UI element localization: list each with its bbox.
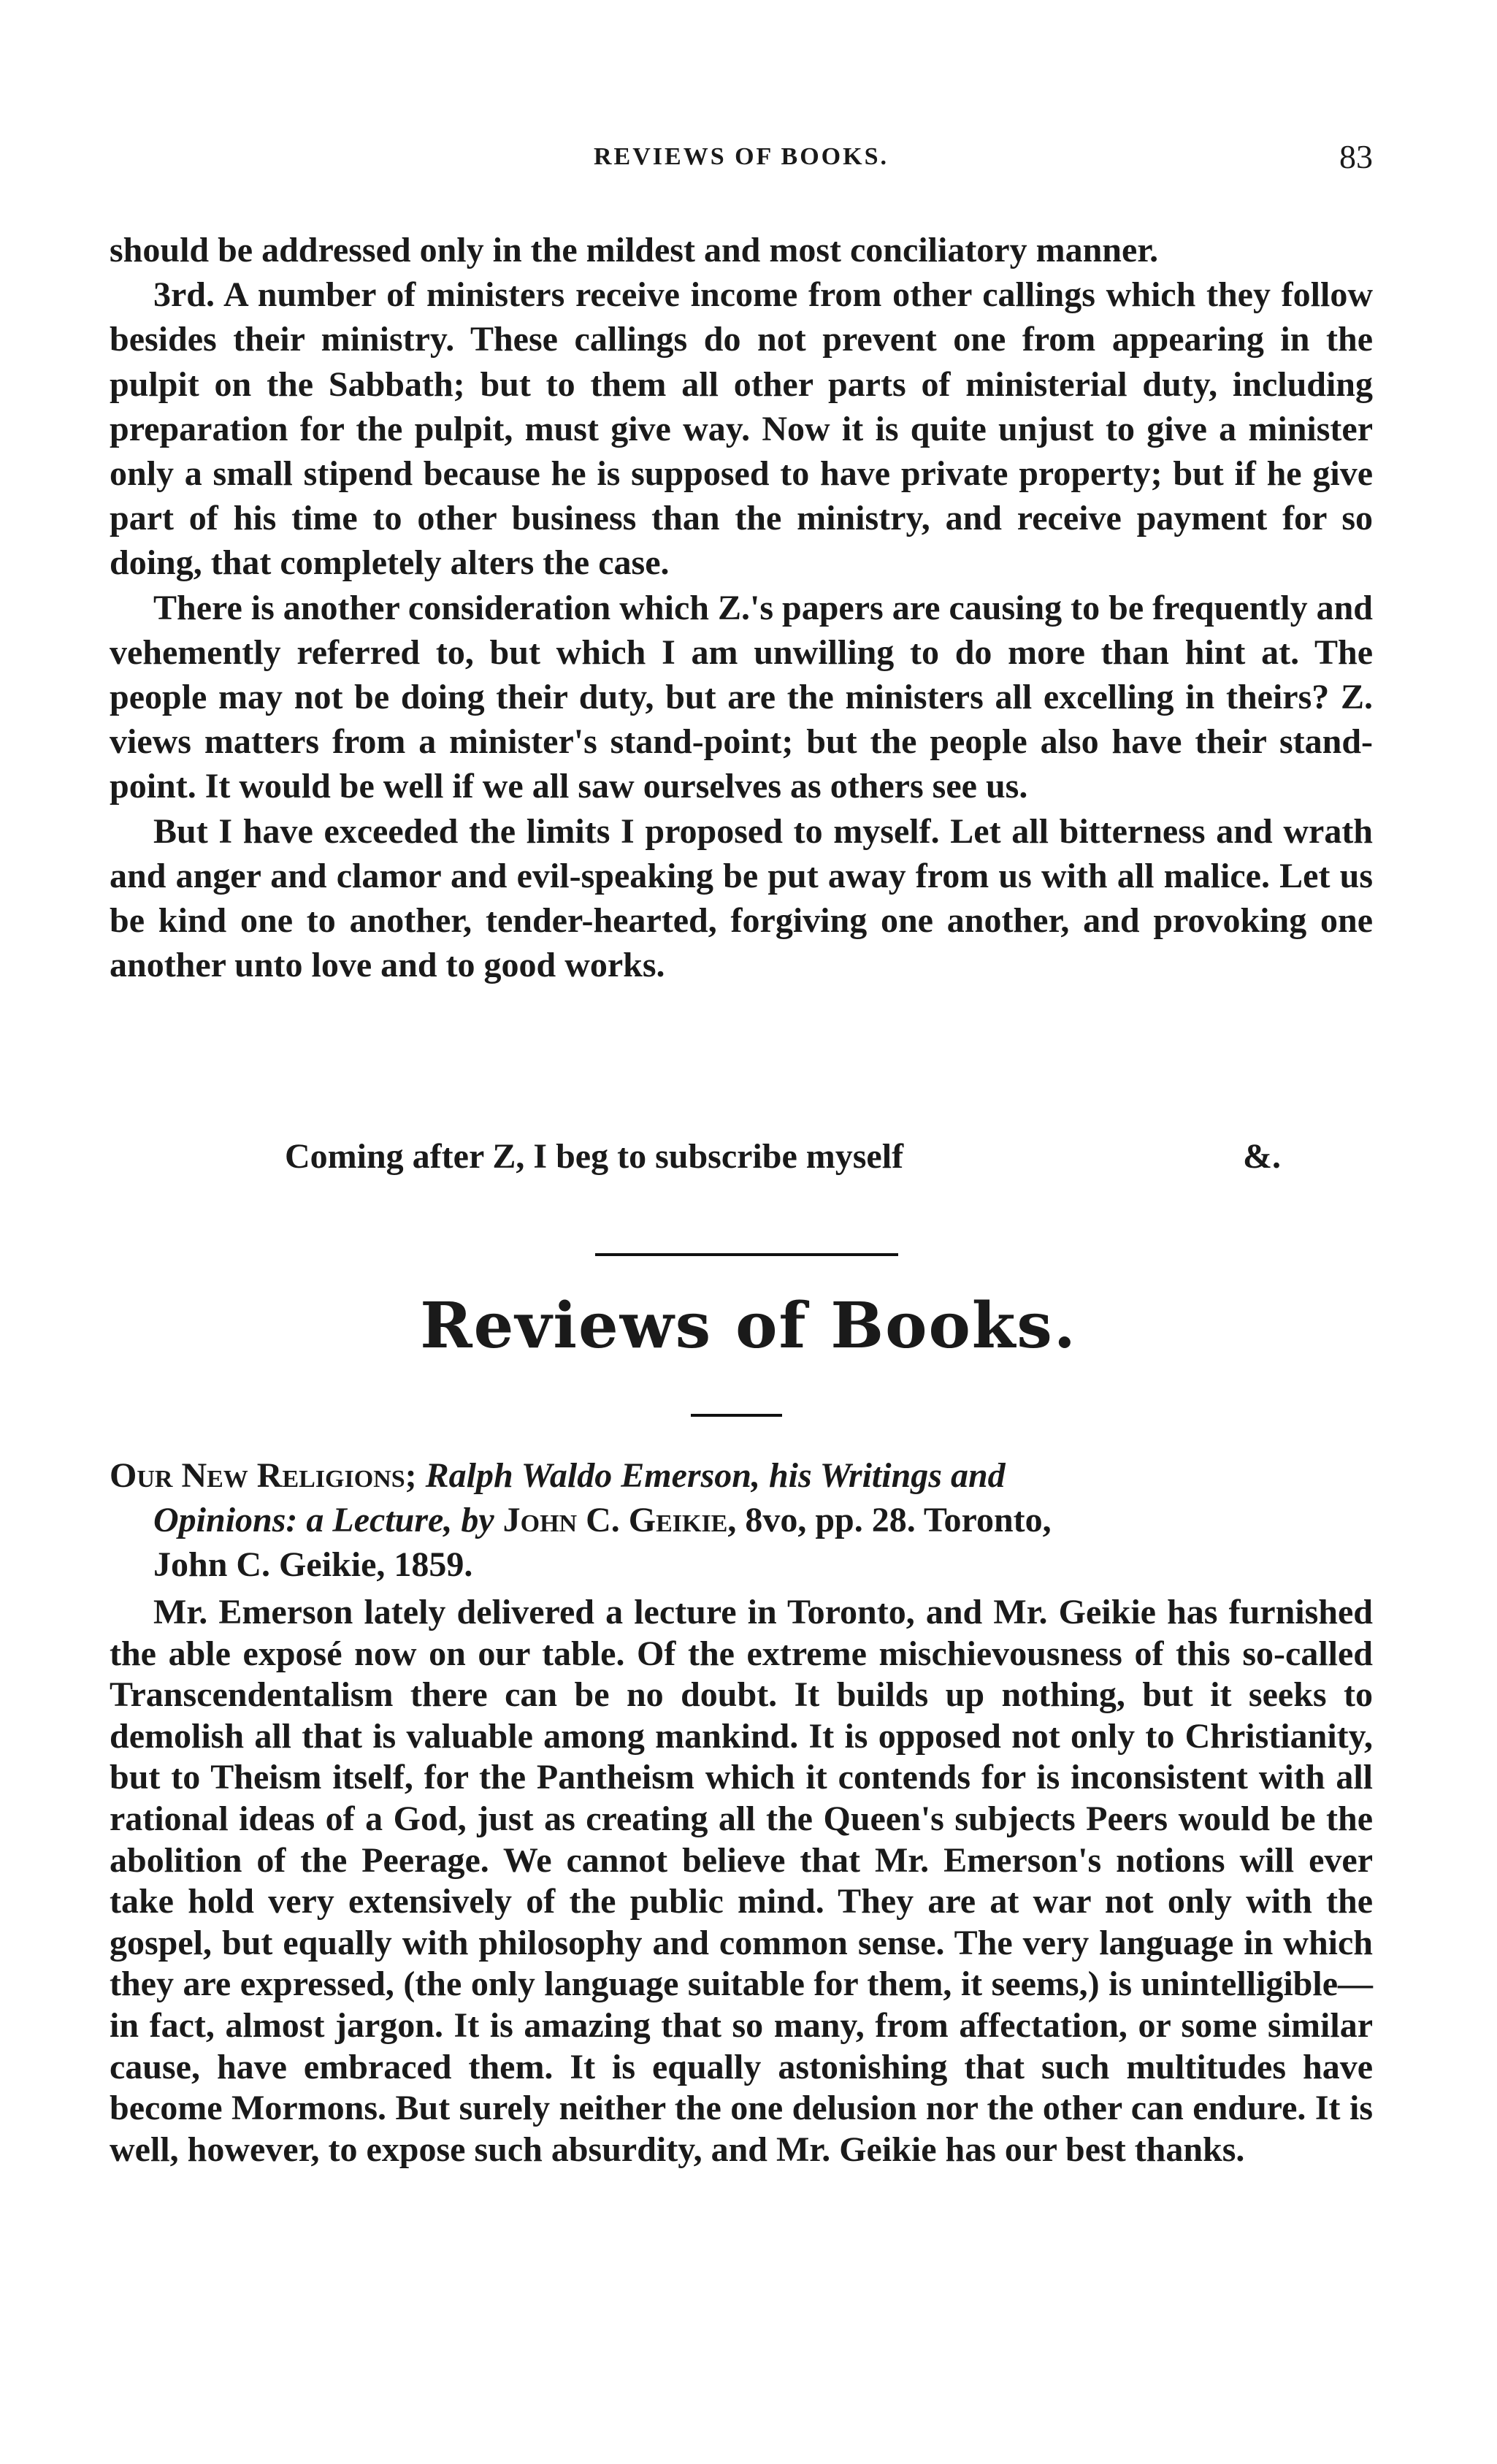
running-title: REVIEWS OF BOOKS. [594, 143, 889, 170]
review-title: Our New Religions; [110, 1456, 417, 1495]
letter-paragraph: But I have exceeded the limits I proposed to myself. Let all bitterness and wrath and anger and clamor and evil-speaking be put away from us with all malice. Let us be kind one to another, tender-hearted, forgiving one another, and provoking one another unto love and to good works. [110, 811, 1373, 985]
signature-text: Coming after Z, I beg to subscribe myself [285, 1137, 904, 1176]
review-subject: Ralph Waldo Emerson, his Writings and [425, 1456, 1006, 1495]
letter-paragraph: 3rd. A number of ministers receive income from other callings which they follow besides their ministry. These callings do not prevent one from appearing in the pulpit on the Sabbath; but to them all other parts of ministerial duty, including preparation for the pulpit, must give way. Now it is quite unjust to give a minister only a small stipend because he is supposed to have private property; but if he give part of his time to other business than the ministry, and receive payment for so doing, that completely alters the case. [110, 275, 1373, 583]
letter-paragraph: should be addressed only in the mildest and most conciliatory manner. [110, 231, 1159, 269]
letter-signature [110, 1136, 1373, 1182]
review-text [110, 1592, 1373, 2170]
review-format: 8vo, pp. 28. [745, 1501, 916, 1539]
review-publisher: John C. Geikie, 1859. [153, 1545, 473, 1584]
running-head [110, 137, 1373, 181]
review-place: Toronto, [923, 1501, 1052, 1539]
section-divider [595, 1253, 898, 1256]
heading-underline [691, 1414, 782, 1417]
review-subject-cont: Opinions: a Lecture, by [153, 1501, 494, 1539]
letter-paragraph: There is another consideration which Z.'s papers are causing to be frequently and vehemently referred to, but which I am unwilling to do more than hint at. The people may not be doing their duty, but are the ministers all excelling in theirs? Z. views matters from a minister's stand-point; but the people also have their stand-point. It would be well if we all saw ourselves as others see us. [110, 588, 1373, 806]
section-heading: Reviews of Books. [420, 1289, 1077, 1363]
review-paragraph: Mr. Emerson lately delivered a lecture in Toronto, and Mr. Geikie has furnished the able exposé now on our table. Of the extreme mischievousness of this so-called Transcendentalism there can be no doubt. It builds up nothing, but it seeks to demolish all that is valuable among mankind. It is opposed not only to Christianity, but to Theism itself, for the Pantheism which it contends for is inconsistent with all rational ideas of a God, just as creating all the Queen's subjects Peers would be the abolition of the Peerage. We cannot believe that Mr. Emerson's notions will ever take hold very extensively of the public mind. They are at war not only with the gospel, but equally with philosophy and common sense. The very language in which they are expressed, (the only language suitable for them, it seems,) is unintelligible—in fact, almost jargon. It is amazing that so many, from affectation, or some similar cause, have embraced them. It is equally astonishing that such multitudes have become Mormons. But surely neither the one delusion nor the other can endure. It is well, however, to expose such absurdity, and Mr. Geikie has our best thanks. [110, 1593, 1373, 2169]
signature-mark: &. [1243, 1137, 1281, 1176]
page-number: 83 [1339, 138, 1373, 175]
letter-text [110, 228, 1373, 987]
review-citation [110, 1453, 1373, 1587]
review-author: John C. Geikie, [502, 1501, 737, 1539]
